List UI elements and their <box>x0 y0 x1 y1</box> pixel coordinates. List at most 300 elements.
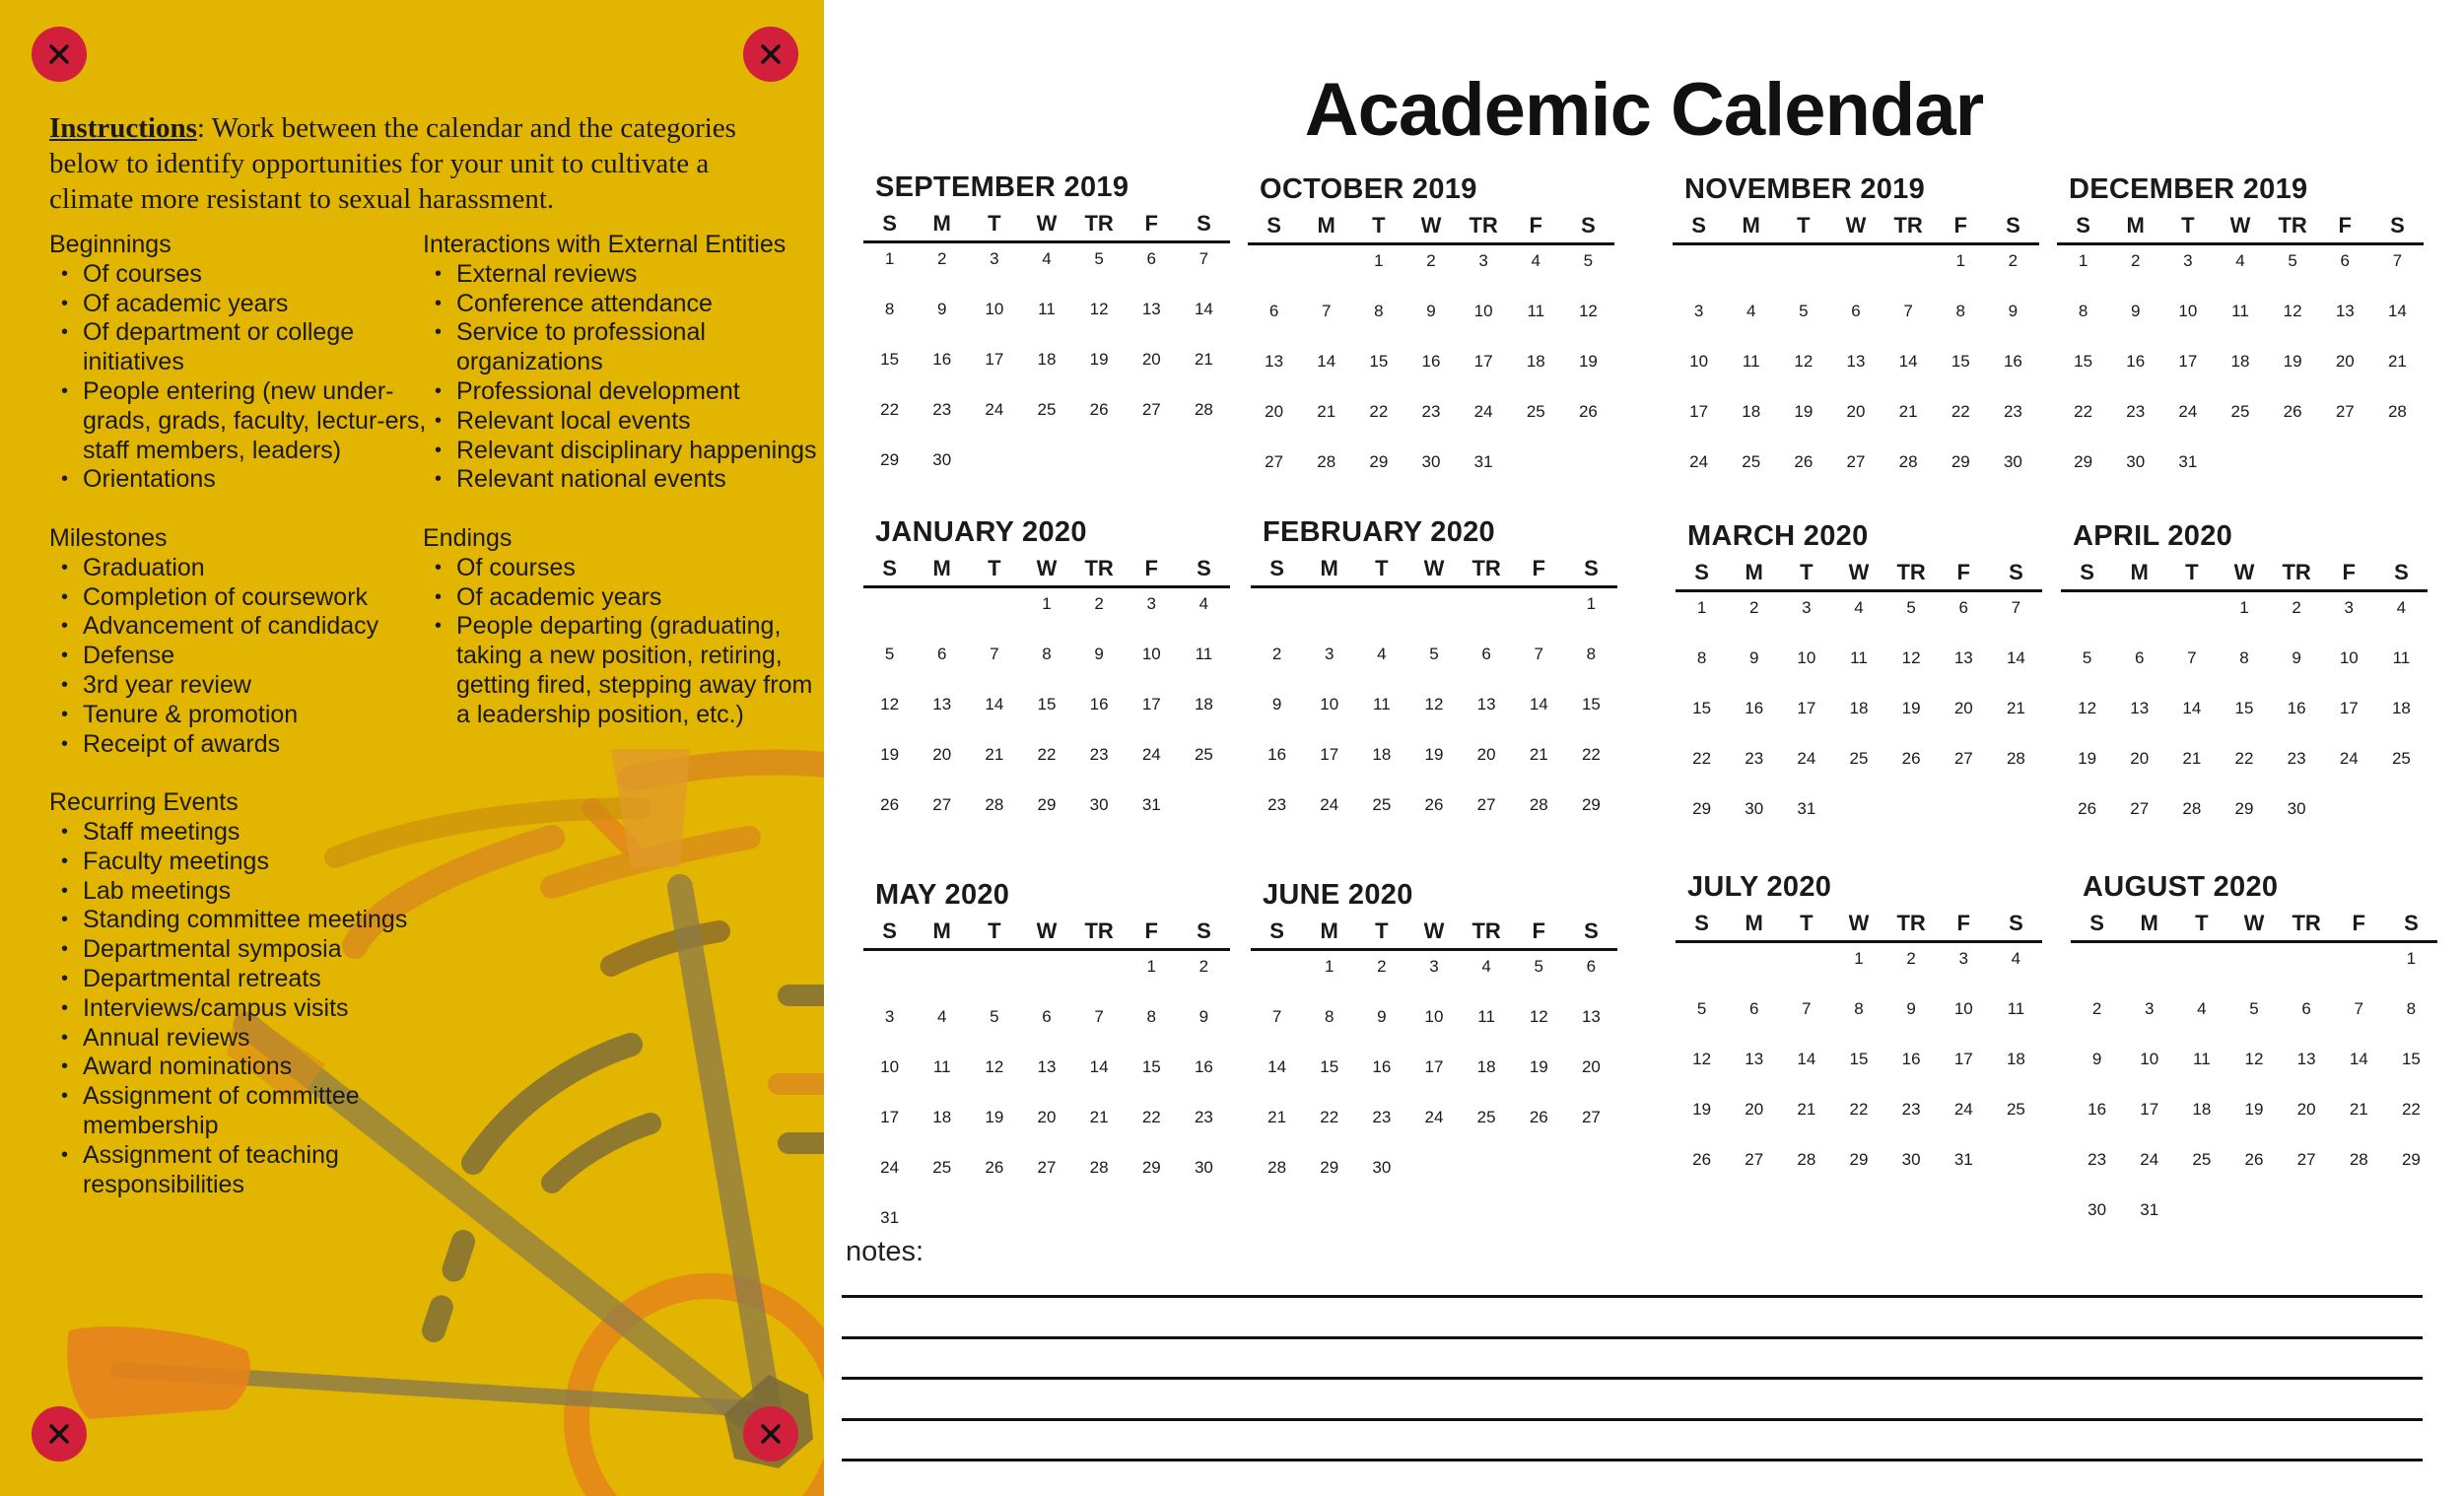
day-cell[interactable]: 12 <box>985 1057 1004 1076</box>
day-cell[interactable]: 16 <box>1267 745 1287 764</box>
day-cell[interactable]: 1 <box>1696 598 1707 617</box>
day-cell[interactable]: 25 <box>932 1158 952 1177</box>
day-cell[interactable]: 13 <box>1476 695 1496 714</box>
day-cell[interactable]: 26 <box>1692 1150 1712 1169</box>
day-cell[interactable]: 2 <box>2008 251 2019 270</box>
day-cell[interactable]: 16 <box>1089 695 1109 714</box>
day-cell[interactable]: 29 <box>1692 799 1712 818</box>
day-cell[interactable]: 7 <box>990 645 999 663</box>
day-cell[interactable]: 15 <box>1320 1057 1339 1076</box>
day-cell[interactable]: 3 <box>884 1007 895 1026</box>
day-cell[interactable]: 24 <box>2339 749 2359 768</box>
day-cell[interactable]: 6 <box>936 645 947 663</box>
day-cell[interactable]: 17 <box>2140 1100 2159 1119</box>
day-cell[interactable]: 14 <box>2349 1050 2368 1068</box>
day-cell[interactable]: 29 <box>2401 1150 2421 1169</box>
day-cell[interactable]: 11 <box>1373 695 1391 714</box>
day-cell[interactable]: 6 <box>1481 645 1491 663</box>
day-cell[interactable]: 19 <box>1794 402 1814 421</box>
day-cell[interactable]: 3 <box>990 249 999 268</box>
day-cell[interactable]: 21 <box>1267 1108 1287 1126</box>
day-cell[interactable]: 25 <box>2006 1100 2025 1119</box>
day-cell[interactable]: 1 <box>1374 251 1384 270</box>
day-cell[interactable]: 3 <box>1958 949 1968 968</box>
day-cell[interactable]: 25 <box>1194 745 1213 764</box>
day-cell[interactable]: 3 <box>1693 302 1704 320</box>
day-cell[interactable]: 24 <box>1689 452 1709 471</box>
day-cell[interactable]: 27 <box>1581 1108 1601 1126</box>
day-cell[interactable]: 20 <box>2296 1100 2316 1119</box>
day-cell[interactable]: 13 <box>932 695 952 714</box>
day-cell[interactable]: 21 <box>2349 1100 2368 1119</box>
day-cell[interactable]: 26 <box>1794 452 1814 471</box>
day-cell[interactable]: 8 <box>1146 1007 1156 1026</box>
day-cell[interactable]: 10 <box>1320 695 1339 714</box>
day-cell[interactable]: 15 <box>2401 1050 2421 1068</box>
day-cell[interactable]: 29 <box>1320 1158 1339 1177</box>
day-cell[interactable]: 8 <box>1955 302 1965 320</box>
day-cell[interactable]: 6 <box>2134 648 2145 667</box>
day-cell[interactable]: 29 <box>1581 795 1601 814</box>
day-cell[interactable]: 19 <box>1424 745 1444 764</box>
day-cell[interactable]: 16 <box>1745 699 1764 717</box>
day-cell[interactable]: 26 <box>1901 749 1921 768</box>
day-cell[interactable]: 5 <box>1094 249 1104 268</box>
day-cell[interactable]: 15 <box>1037 695 1057 714</box>
day-cell[interactable]: 7 <box>1198 249 1209 268</box>
day-cell[interactable]: 5 <box>1583 251 1594 270</box>
day-cell[interactable]: 13 <box>2130 699 2150 717</box>
day-cell[interactable]: 16 <box>1421 352 1441 371</box>
day-cell[interactable]: 18 <box>932 1108 952 1126</box>
day-cell[interactable]: 16 <box>2088 1100 2107 1119</box>
day-cell[interactable]: 1 <box>1955 251 1965 270</box>
day-cell[interactable]: 27 <box>1037 1158 1057 1177</box>
day-cell[interactable]: 19 <box>2283 352 2302 371</box>
day-cell[interactable]: 9 <box>1271 695 1282 714</box>
day-cell[interactable]: 5 <box>1696 999 1707 1018</box>
day-cell[interactable]: 15 <box>1141 1057 1161 1076</box>
day-cell[interactable]: 27 <box>1265 452 1284 471</box>
day-cell[interactable]: 13 <box>2296 1050 2316 1068</box>
day-cell[interactable]: 3 <box>2344 598 2354 617</box>
day-cell[interactable]: 6 <box>1748 999 1759 1018</box>
day-cell[interactable]: 28 <box>1529 795 1548 814</box>
day-cell[interactable]: 2 <box>1271 645 1282 663</box>
day-cell[interactable]: 15 <box>880 350 900 369</box>
day-cell[interactable]: 12 <box>2078 699 2097 717</box>
day-cell[interactable]: 24 <box>2178 402 2198 421</box>
day-cell[interactable]: 19 <box>1692 1100 1712 1119</box>
day-cell[interactable]: 1 <box>1324 957 1335 976</box>
day-cell[interactable]: 4 <box>1042 249 1052 268</box>
day-cell[interactable]: 1 <box>2239 598 2249 617</box>
day-cell[interactable]: 30 <box>2088 1200 2107 1219</box>
day-cell[interactable]: 1 <box>1854 949 1864 968</box>
day-cell[interactable]: 17 <box>1953 1050 1973 1068</box>
day-cell[interactable]: 6 <box>1268 302 1279 320</box>
day-cell[interactable]: 4 <box>1377 645 1387 663</box>
day-cell[interactable]: 17 <box>2178 352 2198 371</box>
close-button-top-left[interactable] <box>32 27 87 82</box>
day-cell[interactable]: 29 <box>1141 1158 1161 1177</box>
day-cell[interactable]: 31 <box>880 1208 900 1227</box>
day-cell[interactable]: 20 <box>1141 350 1161 369</box>
notes-line[interactable] <box>842 1295 2423 1298</box>
day-cell[interactable]: 14 <box>1529 695 1548 714</box>
day-cell[interactable]: 13 <box>1265 352 1284 371</box>
day-cell[interactable]: 23 <box>1194 1108 1213 1126</box>
day-cell[interactable]: 28 <box>1797 1150 1816 1169</box>
day-cell[interactable]: 18 <box>1476 1057 1496 1076</box>
day-cell[interactable]: 24 <box>880 1158 900 1177</box>
day-cell[interactable]: 19 <box>2244 1100 2264 1119</box>
day-cell[interactable]: 28 <box>1089 1158 1109 1177</box>
day-cell[interactable]: 22 <box>2401 1100 2421 1119</box>
day-cell[interactable]: 30 <box>2003 452 2022 471</box>
day-cell[interactable]: 8 <box>2078 302 2088 320</box>
day-cell[interactable]: 26 <box>1578 402 1598 421</box>
day-cell[interactable]: 11 <box>932 1057 951 1076</box>
day-cell[interactable]: 27 <box>932 795 952 814</box>
day-cell[interactable]: 25 <box>1372 795 1392 814</box>
day-cell[interactable]: 8 <box>1042 645 1052 663</box>
day-cell[interactable]: 26 <box>2283 402 2302 421</box>
day-cell[interactable]: 19 <box>1089 350 1109 369</box>
day-cell[interactable]: 23 <box>1421 402 1441 421</box>
day-cell[interactable]: 26 <box>1529 1108 1548 1126</box>
notes-line[interactable] <box>842 1459 2423 1462</box>
day-cell[interactable]: 28 <box>2182 799 2202 818</box>
day-cell[interactable]: 1 <box>1042 594 1052 613</box>
day-cell[interactable]: 20 <box>1953 699 1973 717</box>
day-cell[interactable]: 17 <box>2339 699 2359 717</box>
day-cell[interactable]: 15 <box>1951 352 1970 371</box>
day-cell[interactable]: 12 <box>1578 302 1598 320</box>
day-cell[interactable]: 14 <box>1317 352 1336 371</box>
day-cell[interactable]: 11 <box>1527 302 1545 320</box>
day-cell[interactable]: 20 <box>932 745 952 764</box>
day-cell[interactable]: 30 <box>1194 1158 1213 1177</box>
day-cell[interactable]: 7 <box>2011 598 2021 617</box>
day-cell[interactable]: 1 <box>2406 949 2417 968</box>
day-cell[interactable]: 5 <box>2082 648 2092 667</box>
day-cell[interactable]: 2 <box>1906 949 1916 968</box>
day-cell[interactable]: 25 <box>1476 1108 1496 1126</box>
day-cell[interactable]: 2 <box>1426 251 1436 270</box>
day-cell[interactable]: 13 <box>1141 300 1161 318</box>
day-cell[interactable]: 17 <box>1797 699 1816 717</box>
day-cell[interactable]: 16 <box>1901 1050 1921 1068</box>
day-cell[interactable]: 12 <box>1794 352 1814 371</box>
day-cell[interactable]: 6 <box>2340 251 2350 270</box>
day-cell[interactable]: 5 <box>2288 251 2297 270</box>
day-cell[interactable]: 21 <box>2182 749 2202 768</box>
day-cell[interactable]: 17 <box>1473 352 1493 371</box>
day-cell[interactable]: 18 <box>1194 695 1213 714</box>
day-cell[interactable]: 8 <box>2239 648 2249 667</box>
day-cell[interactable]: 21 <box>1089 1108 1109 1126</box>
day-cell[interactable]: 29 <box>1369 452 1389 471</box>
day-cell[interactable]: 19 <box>1901 699 1921 717</box>
day-cell[interactable]: 9 <box>1198 1007 1209 1026</box>
day-cell[interactable]: 8 <box>1696 648 1707 667</box>
day-cell[interactable]: 9 <box>936 300 947 318</box>
close-button-bottom-left[interactable] <box>32 1406 87 1462</box>
day-cell[interactable]: 10 <box>2339 648 2359 667</box>
day-cell[interactable]: 13 <box>2335 302 2355 320</box>
day-cell[interactable]: 31 <box>2140 1200 2159 1219</box>
day-cell[interactable]: 31 <box>1141 795 1161 814</box>
day-cell[interactable]: 10 <box>2140 1050 2159 1068</box>
day-cell[interactable]: 3 <box>1324 645 1335 663</box>
day-cell[interactable]: 21 <box>985 745 1004 764</box>
day-cell[interactable]: 26 <box>2078 799 2097 818</box>
day-cell[interactable]: 28 <box>1317 452 1336 471</box>
day-cell[interactable]: 25 <box>1742 452 1761 471</box>
day-cell[interactable]: 30 <box>932 450 952 469</box>
day-cell[interactable]: 3 <box>2183 251 2193 270</box>
day-cell[interactable]: 17 <box>1141 695 1161 714</box>
day-cell[interactable]: 23 <box>2287 749 2306 768</box>
day-cell[interactable]: 15 <box>1369 352 1389 371</box>
day-cell[interactable]: 19 <box>880 745 900 764</box>
day-cell[interactable]: 6 <box>1042 1007 1052 1026</box>
day-cell[interactable]: 11 <box>1742 352 1760 371</box>
day-cell[interactable]: 5 <box>990 1007 999 1026</box>
day-cell[interactable]: 7 <box>1903 302 1913 320</box>
day-cell[interactable]: 28 <box>2349 1150 2368 1169</box>
day-cell[interactable]: 16 <box>2126 352 2146 371</box>
day-cell[interactable]: 14 <box>1194 300 1213 318</box>
day-cell[interactable]: 14 <box>2182 699 2202 717</box>
day-cell[interactable]: 15 <box>2234 699 2254 717</box>
day-cell[interactable]: 31 <box>2178 452 2198 471</box>
day-cell[interactable]: 17 <box>985 350 1004 369</box>
day-cell[interactable]: 6 <box>1851 302 1861 320</box>
day-cell[interactable]: 12 <box>1089 300 1109 318</box>
day-cell[interactable]: 23 <box>2088 1150 2107 1169</box>
day-cell[interactable]: 19 <box>2078 749 2097 768</box>
day-cell[interactable]: 8 <box>2406 999 2417 1018</box>
day-cell[interactable]: 18 <box>2006 1050 2025 1068</box>
day-cell[interactable]: 2 <box>2292 598 2301 617</box>
day-cell[interactable]: 1 <box>1586 594 1597 613</box>
day-cell[interactable]: 11 <box>2392 648 2411 667</box>
day-cell[interactable]: 28 <box>2387 402 2407 421</box>
day-cell[interactable]: 14 <box>2387 302 2407 320</box>
day-cell[interactable]: 20 <box>2335 352 2355 371</box>
day-cell[interactable]: 17 <box>880 1108 900 1126</box>
day-cell[interactable]: 5 <box>1429 645 1439 663</box>
day-cell[interactable]: 30 <box>2126 452 2146 471</box>
day-cell[interactable]: 22 <box>2234 749 2254 768</box>
day-cell[interactable]: 9 <box>2292 648 2301 667</box>
day-cell[interactable]: 7 <box>2392 251 2403 270</box>
day-cell[interactable]: 30 <box>2287 799 2306 818</box>
day-cell[interactable]: 1 <box>884 249 895 268</box>
day-cell[interactable]: 27 <box>2130 799 2150 818</box>
day-cell[interactable]: 20 <box>1745 1100 1764 1119</box>
day-cell[interactable]: 25 <box>2192 1150 2212 1169</box>
day-cell[interactable]: 27 <box>2335 402 2355 421</box>
day-cell[interactable]: 12 <box>1901 648 1921 667</box>
day-cell[interactable]: 20 <box>1265 402 1284 421</box>
day-cell[interactable]: 9 <box>1094 645 1104 663</box>
day-cell[interactable]: 2 <box>2130 251 2141 270</box>
notes-line[interactable] <box>842 1336 2423 1339</box>
notes-line[interactable] <box>842 1377 2423 1380</box>
day-cell[interactable]: 26 <box>985 1158 1004 1177</box>
day-cell[interactable]: 21 <box>2387 352 2407 371</box>
day-cell[interactable]: 24 <box>1424 1108 1444 1126</box>
day-cell[interactable]: 3 <box>1146 594 1156 613</box>
day-cell[interactable]: 26 <box>1424 795 1444 814</box>
day-cell[interactable]: 22 <box>1037 745 1057 764</box>
day-cell[interactable]: 8 <box>1854 999 1864 1018</box>
day-cell[interactable]: 5 <box>1906 598 1916 617</box>
day-cell[interactable]: 17 <box>1320 745 1339 764</box>
day-cell[interactable]: 24 <box>1473 402 1493 421</box>
day-cell[interactable]: 26 <box>2244 1150 2264 1169</box>
day-cell[interactable]: 25 <box>2230 402 2250 421</box>
day-cell[interactable]: 9 <box>2008 302 2019 320</box>
notes-line[interactable] <box>842 1418 2423 1421</box>
day-cell[interactable]: 7 <box>1321 302 1332 320</box>
day-cell[interactable]: 8 <box>1374 302 1384 320</box>
day-cell[interactable]: 20 <box>1846 402 1866 421</box>
day-cell[interactable]: 19 <box>1529 1057 1548 1076</box>
day-cell[interactable]: 23 <box>1372 1108 1392 1126</box>
day-cell[interactable]: 13 <box>1745 1050 1764 1068</box>
day-cell[interactable]: 22 <box>1849 1100 1869 1119</box>
day-cell[interactable]: 4 <box>1745 302 1756 320</box>
day-cell[interactable]: 1 <box>1146 957 1156 976</box>
day-cell[interactable]: 23 <box>2126 402 2146 421</box>
day-cell[interactable]: 7 <box>2354 999 2363 1018</box>
day-cell[interactable]: 12 <box>880 695 900 714</box>
day-cell[interactable]: 11 <box>2007 999 2025 1018</box>
day-cell[interactable]: 18 <box>1037 350 1057 369</box>
day-cell[interactable]: 29 <box>1037 795 1057 814</box>
day-cell[interactable]: 2 <box>2091 999 2102 1018</box>
day-cell[interactable]: 11 <box>1038 300 1056 318</box>
day-cell[interactable]: 9 <box>1748 648 1759 667</box>
day-cell[interactable]: 6 <box>2301 999 2311 1018</box>
day-cell[interactable]: 5 <box>2249 999 2259 1018</box>
day-cell[interactable]: 27 <box>1745 1150 1764 1169</box>
day-cell[interactable]: 16 <box>1372 1057 1392 1076</box>
day-cell[interactable]: 22 <box>1581 745 1601 764</box>
day-cell[interactable]: 4 <box>2197 999 2207 1018</box>
day-cell[interactable]: 11 <box>1477 1007 1495 1026</box>
day-cell[interactable]: 13 <box>1037 1057 1057 1076</box>
day-cell[interactable]: 4 <box>2011 949 2021 968</box>
day-cell[interactable]: 25 <box>1849 749 1869 768</box>
day-cell[interactable]: 11 <box>1850 648 1868 667</box>
day-cell[interactable]: 28 <box>1267 1158 1287 1177</box>
day-cell[interactable]: 28 <box>2006 749 2025 768</box>
day-cell[interactable]: 14 <box>1898 352 1918 371</box>
day-cell[interactable]: 23 <box>1901 1100 1921 1119</box>
day-cell[interactable]: 4 <box>1198 594 1209 613</box>
day-cell[interactable]: 9 <box>1377 1007 1387 1026</box>
day-cell[interactable]: 9 <box>1426 302 1436 320</box>
day-cell[interactable]: 20 <box>1037 1108 1057 1126</box>
day-cell[interactable]: 22 <box>880 400 900 419</box>
day-cell[interactable]: 7 <box>2187 648 2197 667</box>
day-cell[interactable]: 14 <box>985 695 1004 714</box>
close-button-bottom-right[interactable] <box>743 1406 798 1462</box>
day-cell[interactable]: 9 <box>2130 302 2141 320</box>
day-cell[interactable]: 11 <box>2231 302 2249 320</box>
day-cell[interactable]: 7 <box>1802 999 1812 1018</box>
day-cell[interactable]: 5 <box>884 645 895 663</box>
day-cell[interactable]: 21 <box>1194 350 1213 369</box>
day-cell[interactable]: 3 <box>2144 999 2155 1018</box>
day-cell[interactable]: 19 <box>1578 352 1598 371</box>
day-cell[interactable]: 8 <box>1586 645 1597 663</box>
day-cell[interactable]: 31 <box>1953 1150 1973 1169</box>
day-cell[interactable]: 30 <box>1745 799 1764 818</box>
day-cell[interactable]: 29 <box>2234 799 2254 818</box>
day-cell[interactable]: 24 <box>1141 745 1161 764</box>
day-cell[interactable]: 21 <box>1898 402 1918 421</box>
day-cell[interactable]: 18 <box>1372 745 1392 764</box>
day-cell[interactable]: 16 <box>1194 1057 1213 1076</box>
day-cell[interactable]: 23 <box>2003 402 2022 421</box>
day-cell[interactable]: 22 <box>1369 402 1389 421</box>
day-cell[interactable]: 8 <box>884 300 895 318</box>
day-cell[interactable]: 3 <box>1429 957 1439 976</box>
day-cell[interactable]: 20 <box>2130 749 2150 768</box>
day-cell[interactable]: 7 <box>1094 1007 1104 1026</box>
day-cell[interactable]: 10 <box>1953 999 1973 1018</box>
day-cell[interactable]: 6 <box>1958 598 1968 617</box>
day-cell[interactable]: 14 <box>1267 1057 1287 1076</box>
day-cell[interactable]: 15 <box>1692 699 1712 717</box>
day-cell[interactable]: 4 <box>2396 598 2407 617</box>
day-cell[interactable]: 3 <box>1478 251 1488 270</box>
day-cell[interactable]: 27 <box>1476 795 1496 814</box>
day-cell[interactable]: 25 <box>1526 402 1545 421</box>
day-cell[interactable]: 31 <box>1797 799 1816 818</box>
day-cell[interactable]: 23 <box>1745 749 1764 768</box>
day-cell[interactable]: 4 <box>936 1007 947 1026</box>
day-cell[interactable]: 14 <box>1089 1057 1109 1076</box>
day-cell[interactable]: 30 <box>1901 1150 1921 1169</box>
day-cell[interactable]: 9 <box>2091 1050 2102 1068</box>
day-cell[interactable]: 22 <box>1692 749 1712 768</box>
day-cell[interactable]: 12 <box>2244 1050 2264 1068</box>
day-cell[interactable]: 13 <box>1953 648 1973 667</box>
day-cell[interactable]: 13 <box>1581 1007 1601 1026</box>
day-cell[interactable]: 17 <box>1689 402 1709 421</box>
day-cell[interactable]: 12 <box>1424 695 1444 714</box>
day-cell[interactable]: 20 <box>1476 745 1496 764</box>
day-cell[interactable]: 28 <box>1194 400 1213 419</box>
day-cell[interactable]: 10 <box>1424 1007 1444 1026</box>
day-cell[interactable]: 27 <box>2296 1150 2316 1169</box>
day-cell[interactable]: 21 <box>1797 1100 1816 1119</box>
day-cell[interactable]: 25 <box>1037 400 1057 419</box>
day-cell[interactable]: 18 <box>2192 1100 2212 1119</box>
day-cell[interactable]: 21 <box>2006 699 2025 717</box>
day-cell[interactable]: 23 <box>1267 795 1287 814</box>
day-cell[interactable]: 22 <box>1320 1108 1339 1126</box>
day-cell[interactable]: 29 <box>1849 1150 1869 1169</box>
day-cell[interactable]: 4 <box>1531 251 1540 270</box>
